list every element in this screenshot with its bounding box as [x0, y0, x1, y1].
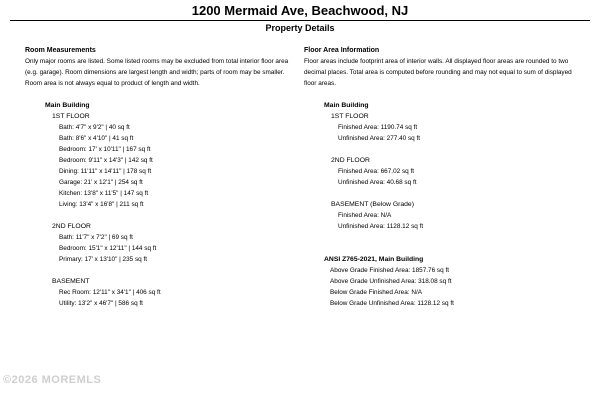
room-row: Bedroom: 15'1" x 12'11" | 144 sq ft	[59, 245, 157, 252]
ansi-row: Below Grade Finished Area: N/A	[330, 289, 422, 296]
ansi-row: Above Grade Unfinished Area: 318.08 sq ft	[330, 278, 452, 285]
room-row: Bath: 11'7" x 7'2" | 69 sq ft	[59, 234, 133, 241]
area-row: Finished Area: N/A	[338, 212, 392, 219]
room-row: Primary: 17' x 13'10" | 235 sq ft	[59, 256, 148, 263]
floor-label: 2ND FLOOR	[331, 157, 370, 164]
floor-area-heading: Floor Area Information	[304, 47, 380, 54]
room-row: Kitchen: 13'8" x 11'5" | 147 sq ft	[59, 190, 149, 197]
ansi-row: Below Grade Unfinished Area: 1128.12 sq ft	[330, 300, 454, 307]
room-row: Utility: 13'2" x 46'7" | 586 sq ft	[59, 300, 143, 307]
room-row: Garage: 21' x 12'1" | 254 sq ft	[59, 179, 143, 186]
floor-label: 1ST FLOOR	[331, 113, 369, 120]
copyright-watermark: ©2026 MOREMLS	[3, 374, 102, 386]
building-name: Main Building	[324, 102, 369, 109]
page-title: 1200 Mermaid Ave, Beachwood, NJ	[191, 3, 409, 18]
room-measurements-note: Only major rooms are listed. Some listed rooms may be excluded from total interior floor area (e.g. garage). Room dimensions are largest length and width; parts of room may be smaller. Room area is not always equal to product of length and width.	[25, 58, 289, 87]
room-measurements-heading: Room Measurements	[25, 47, 96, 54]
room-measurements-section	[25, 45, 300, 309]
room-row: Bedroom: 9'11" x 14'3" | 142 sq ft	[59, 157, 153, 164]
floor-label: BASEMENT	[52, 278, 90, 285]
floor-label: BASEMENT (Below Grade)	[331, 201, 414, 208]
ansi-heading: ANSI Z765-2021, Main Building	[324, 256, 424, 263]
title-divider	[10, 20, 590, 21]
floor-label: 2ND FLOOR	[52, 223, 91, 230]
floor-area-section	[304, 45, 579, 309]
room-row: Rec Room: 12'11" x 34'1" | 406 sq ft	[59, 289, 161, 296]
area-row: Finished Area: 667.02 sq ft	[338, 168, 415, 175]
room-row: Bedroom: 17' x 10'11" | 167 sq ft	[59, 146, 151, 153]
building-name: Main Building	[45, 102, 90, 109]
area-row: Finished Area: 1190.74 sq ft	[338, 124, 418, 131]
floor-label: 1ST FLOOR	[52, 113, 90, 120]
page-subtitle: Property Details	[265, 23, 335, 33]
room-row: Bath: 8'6" x 4'10" | 41 sq ft	[59, 135, 134, 142]
room-row: Dining: 11'11" x 14'11" | 178 sq ft	[59, 168, 152, 175]
ansi-row: Above Grade Finished Area: 1857.76 sq ft	[330, 267, 450, 274]
area-row: Unfinished Area: 277.40 sq ft	[338, 135, 421, 142]
room-row: Bath: 4'7" x 9'2" | 40 sq ft	[59, 124, 130, 131]
floor-area-note: Floor areas include footprint area of interior walls. All displayed floor areas are rounded to two decimal places. Total area is computed before rounding and may not equal to sum of displayed floor areas.	[304, 58, 572, 87]
room-row: Living: 13'4" x 16'8" | 211 sq ft	[59, 201, 144, 208]
area-row: Unfinished Area: 40.68 sq ft	[338, 179, 417, 186]
area-row: Unfinished Area: 1128.12 sq ft	[338, 223, 424, 230]
